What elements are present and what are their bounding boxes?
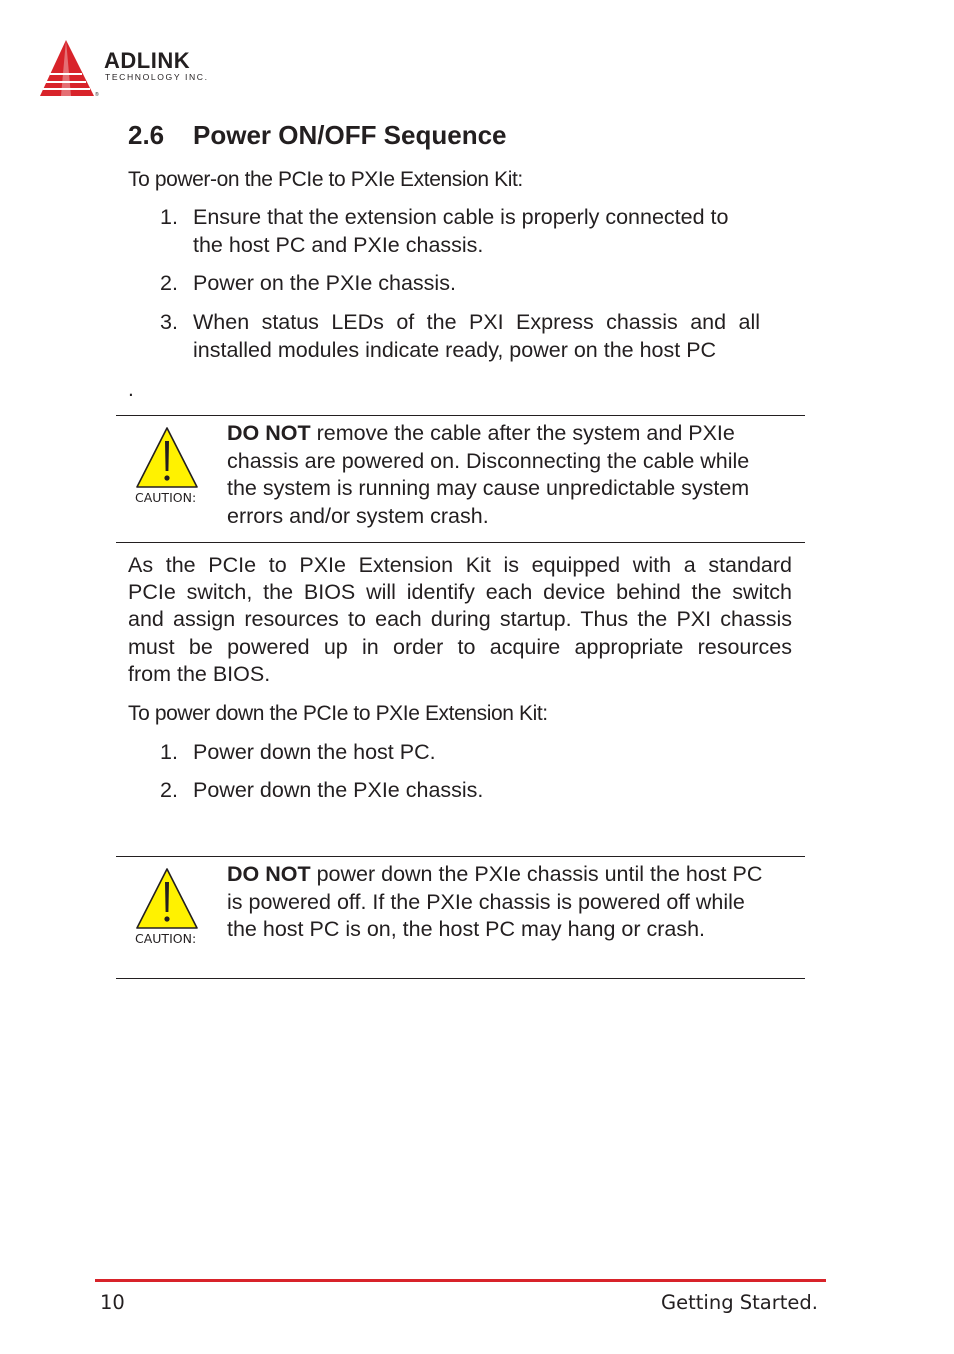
caution-line: the host PC is on, the host PC may hang or crash. bbox=[227, 917, 706, 941]
power-on-steps bbox=[160, 270, 760, 298]
power-on-intro: To power-on the PCIe to PXIe Extension Kit: bbox=[128, 168, 523, 191]
power-down-intro: To power down the PCIe to PXIe Extension Kit: bbox=[128, 702, 548, 725]
step-number: 3. bbox=[160, 310, 178, 334]
caution-line: remove the cable after the system and PXIe bbox=[310, 421, 735, 445]
caution-top-rule bbox=[116, 856, 805, 857]
paragraph-line: PCIe switch, the BIOS will identify each device behind the switch bbox=[128, 580, 792, 605]
caution-bold-lead: DO NOT bbox=[227, 862, 311, 886]
power-on-steps bbox=[160, 204, 760, 259]
trailing-period: . bbox=[128, 378, 134, 401]
page-number: 10 bbox=[100, 1291, 125, 1314]
brand-tagline: TECHNOLOGY INC. bbox=[105, 72, 209, 82]
section-number: 2.6 bbox=[128, 120, 165, 150]
list-item bbox=[160, 270, 760, 298]
warning-triangle-icon bbox=[134, 425, 202, 505]
list-item bbox=[160, 204, 760, 259]
bios-paragraph bbox=[128, 552, 792, 688]
power-on-steps bbox=[160, 309, 760, 364]
caution-bold-lead: DO NOT bbox=[227, 421, 311, 445]
warning-triangle-icon bbox=[134, 866, 202, 946]
adlink-logo bbox=[38, 38, 230, 98]
paragraph-line: As the PCIe to PXIe Extension Kit is equipped with a standard bbox=[128, 553, 792, 577]
adlink-logo-mark bbox=[40, 40, 94, 96]
caution-line: errors and/or system crash. bbox=[227, 503, 489, 528]
caution-bottom-rule bbox=[116, 978, 805, 979]
caution-bottom-rule bbox=[116, 542, 805, 543]
step-number: 2. bbox=[160, 271, 178, 295]
paragraph-line: must be powered up in order to acquire appropriate resources bbox=[128, 634, 792, 659]
power-down-steps bbox=[160, 777, 760, 805]
section-heading bbox=[128, 120, 507, 151]
step-number: 2. bbox=[160, 778, 178, 802]
caution-text bbox=[227, 861, 797, 944]
step-number: 1. bbox=[160, 205, 178, 229]
caution-label: CAUTION: bbox=[135, 931, 197, 946]
caution-text bbox=[227, 420, 797, 530]
caution-line: is powered off. If the PXIe chassis is powered off while bbox=[227, 889, 745, 914]
step-text: Power down the PXIe chassis. bbox=[193, 778, 484, 802]
step-text-line: Power on the PXIe chassis. bbox=[193, 271, 456, 295]
power-down-steps bbox=[160, 739, 760, 767]
list-item bbox=[160, 777, 760, 805]
footer-section-name: Getting Started. bbox=[661, 1291, 818, 1314]
step-text-line: Ensure that the extension cable is properly connected to bbox=[193, 205, 729, 229]
caution-line: the system is running may cause unpredictable system bbox=[227, 476, 750, 500]
caution-label: CAUTION: bbox=[135, 490, 197, 505]
brand-name: ADLINK bbox=[104, 48, 191, 73]
list-item bbox=[160, 739, 760, 767]
registered-mark: ® bbox=[95, 92, 99, 98]
caution-top-rule bbox=[116, 415, 805, 416]
step-text-line: When status LEDs of the PXI Express chassis and all bbox=[193, 310, 760, 334]
step-number: 1. bbox=[160, 740, 178, 764]
footer-rule bbox=[95, 1279, 826, 1282]
caution-line: power down the PXIe chassis until the host PC bbox=[310, 862, 763, 886]
list-item bbox=[160, 309, 760, 364]
paragraph-line: from the BIOS. bbox=[128, 661, 271, 686]
caution-line: chassis are powered on. Disconnecting the cable while bbox=[227, 448, 750, 473]
step-text-line: the host PC and PXIe chassis. bbox=[193, 232, 484, 257]
paragraph-line: and assign resources to each during startup. Thus the PXI chassis bbox=[128, 607, 792, 632]
step-text: Power down the host PC. bbox=[193, 740, 436, 764]
step-text-line: installed modules indicate ready, power on the host PC bbox=[193, 337, 717, 362]
section-title: Power ON/OFF Sequence bbox=[193, 120, 507, 150]
